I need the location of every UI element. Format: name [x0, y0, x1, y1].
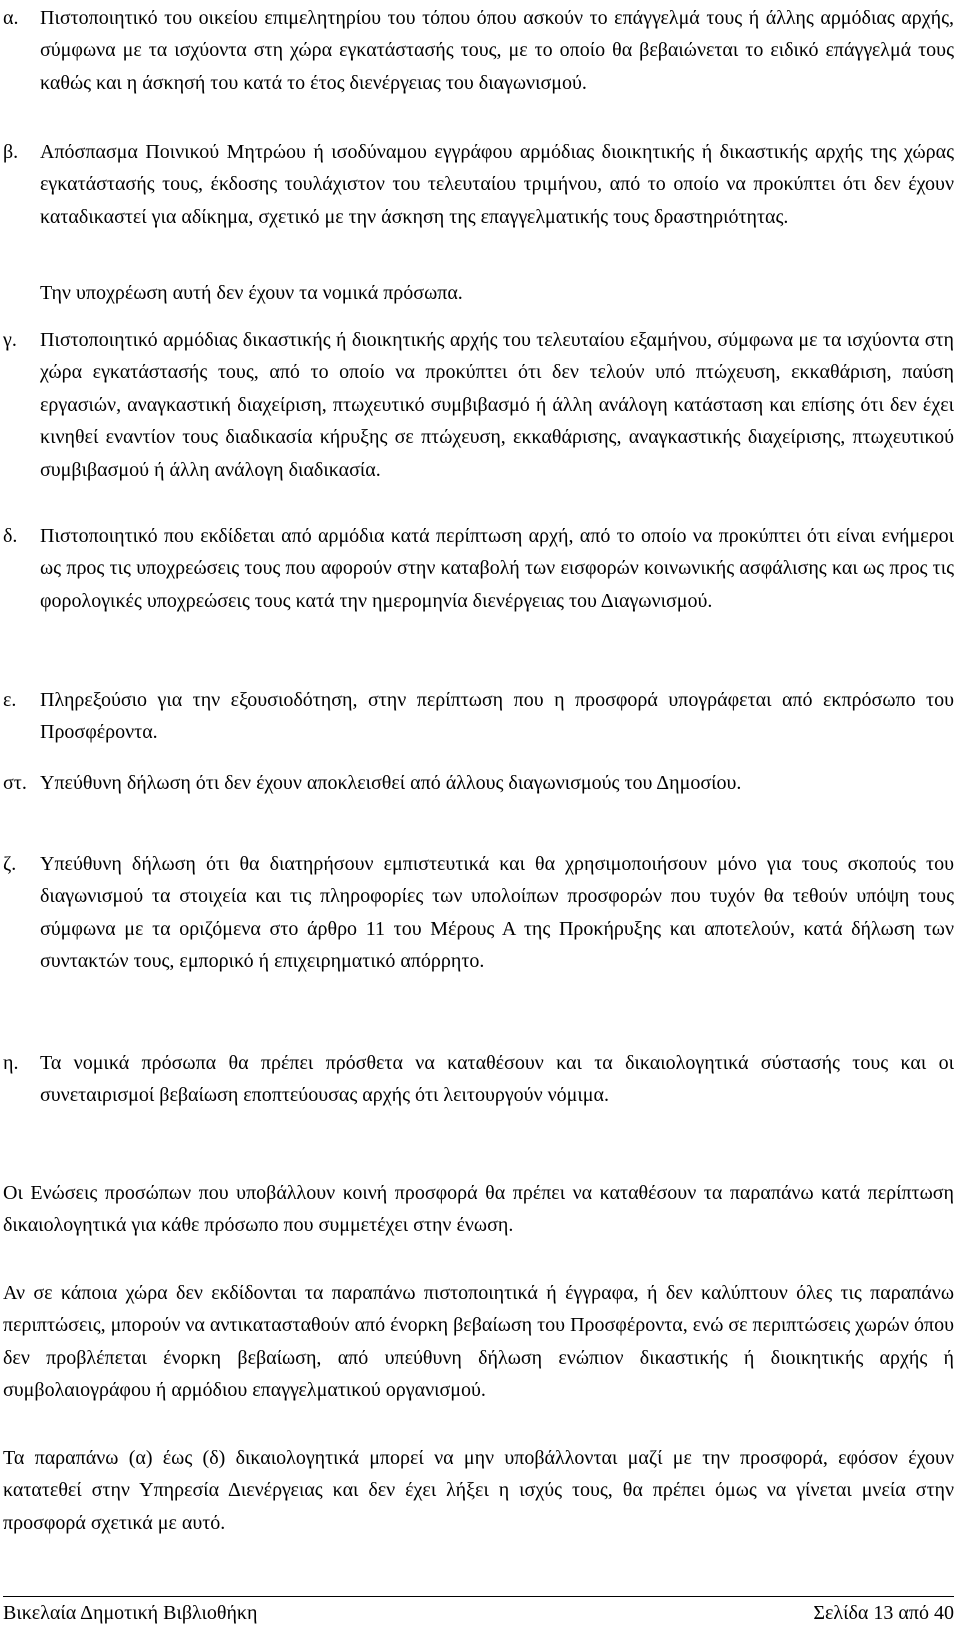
list-marker: β.	[3, 141, 19, 163]
body-paragraph: Αν σε κάποια χώρα δεν εκδίδονται τα παραπάνω πιστοποιητικά ή έγγραφα, ή δεν καλύπτουν όλες τις παραπάνω περιπτώσεις, μπορούν να αντικατασταθούν από ένορκη βεβαίωση του Προσφέροντα, ενώ σε περιπτώσεις χωρών όπου δεν προβλέπεται ένορκη βεβαίωση, από υπεύθυνη δήλωση ενώπιον δικαστικής ή διοικητικής αρχής ή συμβολαιογράφου ή αρμόδιου επαγγελματικού οργανισμού.	[3, 1282, 954, 1402]
list-marker: στ.	[3, 772, 27, 794]
list-item-text: Υπεύθυνη δήλωση ότι θα διατηρήσουν εμπιστευτικά και θα χρησιμοποιήσουν μόνο για τους σκοπούς του διαγωνισμού τα στοιχεία και τις πληροφορίες των υπολοίπων προσφορών που τυχόν θα τεθούν υπόψη τους σύμφωνα με τα οριζόμενα στο άρθρο 11 του Μέρους Α της Προκήρυξης και αποτελούν, κατά δήλωση των συντακτών τους, εμπορικό ή επιχειρηματικό απόρρητο.	[40, 853, 954, 973]
list-item-text: Πιστοποιητικό που εκδίδεται από αρμόδια κατά περίπτωση αρχή, από το οποίο να προκύπτει ότι είναι ενήμεροι ως προς τις υποχρεώσεις τους που αφορούν στην καταβολή των εισφορών κοινωνικής ασφάλισης και ως προς τις φορολογικές υποχρεώσεις τους κατά την ημερομηνία διενέργειας του Διαγωνισμού.	[40, 525, 954, 612]
list-marker: ζ.	[3, 853, 17, 875]
body-paragraph: Τα παραπάνω (α) έως (δ) δικαιολογητικά μπορεί να μην υποβάλλονται μαζί με την προσφορά, εφόσον έχουν κατατεθεί στην Υπηρεσία Διενέργειας και δεν έχει λήξει η ισχύς τους, θα πρέπει όμως να γίνεται μνεία στην προσφορά σχετικά με αυτό.	[3, 1447, 954, 1534]
list-marker: α.	[3, 7, 19, 29]
list-item-text: Πιστοποιητικό αρμόδιας δικαστικής ή διοικητικής αρχής του τελευταίου εξαμήνου, σύμφωνα με τα ισχύοντα στη χώρα εγκατάστασής τους, από το οποίο να προκύπτει ότι δεν τελούν υπό πτώχευση, εκκαθάριση, παύση εργασιών, αναγκαστική διαχείριση, πτωχευτικό συμβιβασμό ή άλλη ανάλογη κατάσταση και επίσης ότι δεν έχει κινηθεί εναντίον τους διαδικασία κήρυξης σε πτώχευση, εκκαθάρισης, αναγκαστικής διαχείρισης, πτωχευτικού συμβιβασμού ή άλλη ανάλογη διαδικασία.	[40, 329, 954, 481]
list-marker: γ.	[3, 329, 17, 351]
list-item-text: Τα νομικά πρόσωπα θα πρέπει πρόσθετα να καταθέσουν και τα δικαιολογητικά σύστασής τους και οι συνεταιρισμοί βεβαίωση εποπτεύουσας αρχής ότι λειτουργούν νόμιμα.	[40, 1052, 954, 1107]
list-marker: η.	[3, 1052, 19, 1074]
footer-divider	[3, 1596, 954, 1597]
list-item-text: Πληρεξούσιο για την εξουσιοδότηση, στην περίπτωση που η προσφορά υπογράφεται από εκπρόσωπο του Προσφέροντα.	[40, 689, 954, 744]
list-item-text: Απόσπασμα Ποινικού Μητρώου ή ισοδύναμου εγγράφου αρμόδιας διοικητικής ή δικαστικής αρχής της χώρας εγκατάστασής τους, έκδοσης τουλάχιστον του τελευταίου τριμήνου, από το οποίο να προκύπτει ότι δεν έχουν καταδικαστεί για αδίκημα, σχετικό με την άσκηση της επαγγελματικής τους δραστηριότητας.	[40, 141, 954, 228]
list-item-text: Υπεύθυνη δήλωση ότι δεν έχουν αποκλεισθεί από άλλους διαγωνισμούς του Δημοσίου.	[40, 772, 742, 794]
list-item-note: Την υποχρέωση αυτή δεν έχουν τα νομικά πρόσωπα.	[40, 282, 463, 304]
body-paragraph: Οι Ενώσεις προσώπων που υποβάλλουν κοινή προσφορά θα πρέπει να καταθέσουν τα παραπάνω κατά περίπτωση δικαιολογητικά για κάθε πρόσωπο που συμμετέχει στην ένωση.	[3, 1182, 954, 1237]
footer-page-number: Σελίδα 13 από 40	[813, 1602, 954, 1624]
list-marker: ε.	[3, 689, 17, 711]
footer-library-name: Βικελαία Δημοτική Βιβλιοθήκη	[3, 1602, 258, 1624]
list-item-text: Πιστοποιητικό του οικείου επιμελητηρίου του τόπου όπου ασκούν το επάγγελμά τους ή άλλης αρμόδιας αρχής, σύμφωνα με τα ισχύοντα στη χώρα εγκατάστασής τους, με το οποίο θα βεβαιώνεται το ειδικό επάγγελμά τους καθώς και η άσκησή του κατά το έτος διενέργειας του διαγωνισμού.	[40, 7, 954, 94]
list-marker: δ.	[3, 525, 18, 547]
